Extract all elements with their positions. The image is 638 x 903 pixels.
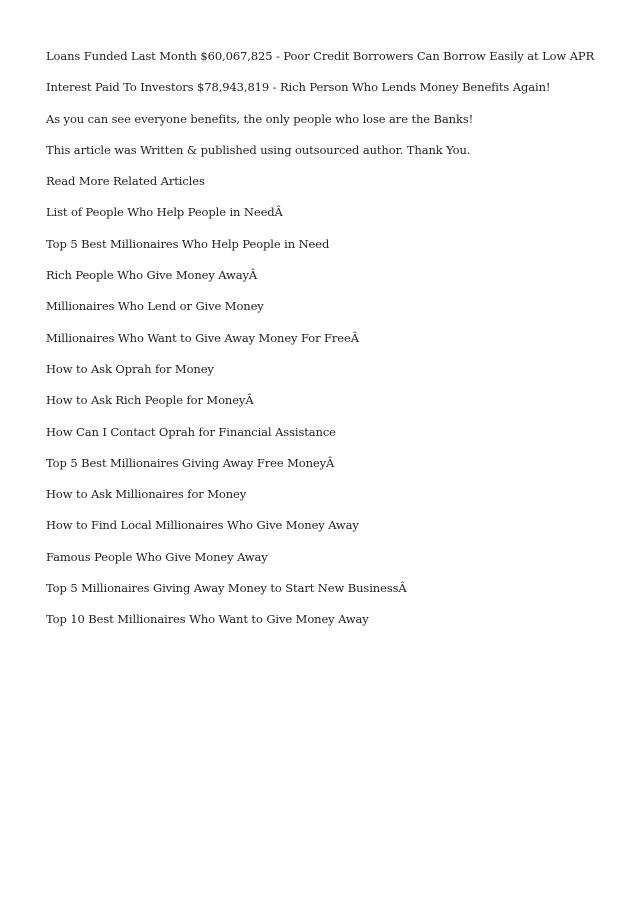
related-article-link[interactable]: How to Find Local Millionaires Who Give Money Away <box>46 518 359 533</box>
related-article-link[interactable]: Top 5 Best Millionaires Who Help People in Need <box>46 236 330 251</box>
related-article-link[interactable]: Top 5 Millionaires Giving Away Money to Start New BusinessÂ <box>46 581 407 596</box>
related-article-link[interactable]: How to Ask Rich People for MoneyÂ <box>46 393 254 408</box>
related-article-link[interactable]: Rich People Who Give Money AwayÂ <box>46 268 258 283</box>
related-article-link[interactable]: How Can I Contact Oprah for Financial Assistance <box>46 424 336 439</box>
loans-funded-paragraph: Loans Funded Last Month $60,067,825 - Poor Credit Borrowers Can Borrow Easily at Low APR <box>46 49 595 63</box>
related-article-link[interactable]: Top 10 Best Millionaires Who Want to Give Money Away <box>46 612 369 627</box>
related-article-link[interactable]: Millionaires Who Lend or Give Money <box>46 299 264 314</box>
author-note-paragraph: This article was Written & published using outsourced author. Thank You. <box>46 142 471 157</box>
related-article-link[interactable]: Top 5 Best Millionaires Giving Away Free MoneyÂ <box>46 455 335 470</box>
related-article-link[interactable]: How to Ask Oprah for Money <box>46 361 214 376</box>
everyone-benefits-paragraph: As you can see everyone benefits, the only people who lose are the Banks! <box>46 111 474 126</box>
document-page <box>46 48 616 643</box>
related-article-link[interactable]: How to Ask Millionaires for Money <box>46 487 247 502</box>
related-article-link[interactable]: List of People Who Help People in NeedÂ <box>46 205 283 220</box>
related-article-link[interactable]: Millionaires Who Want to Give Away Money For FreeÂ <box>46 330 359 345</box>
interest-paid-paragraph: Interest Paid To Investors $78,943,819 - Rich Person Who Lends Money Benefits Again! <box>46 80 551 95</box>
related-articles-heading: Read More Related Articles <box>46 174 205 189</box>
related-article-link[interactable]: Famous People Who Give Money Away <box>46 549 268 564</box>
